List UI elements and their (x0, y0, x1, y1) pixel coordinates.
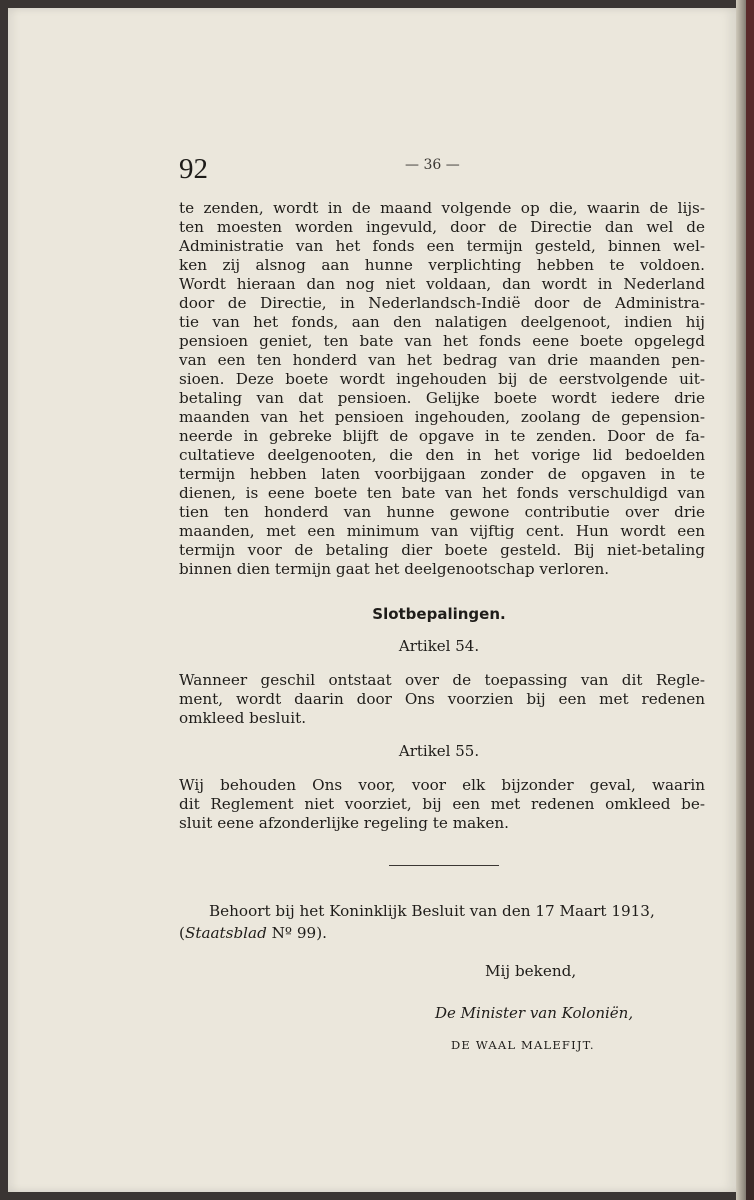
decree-line: Behoort bij het Koninklijk Besluit van den 17 Maart 1913, (209, 902, 655, 920)
text-line: Administratie van het fonds een termijn gesteld, binnen wel- (179, 237, 705, 255)
text-line: van een ten honderd van het bedrag van drie maanden pen- (179, 351, 705, 369)
decree-reference (179, 900, 705, 944)
page-header (173, 153, 705, 193)
text-line: dienen, is eene boete ten bate van het fonds verschuldigd van (179, 484, 705, 502)
main-paragraph (179, 199, 705, 579)
text-line: termijn hebben laten voorbijgaan zonder de opgaven in te (179, 465, 705, 483)
text-line: Wij behouden Ons voor, voor elk bijzonder geval, waarin (179, 776, 705, 794)
paren-open: ( (179, 924, 185, 942)
folio-number: — 36 — (405, 157, 460, 173)
text-line: sluit eene afzonderlijke regeling te maken. (179, 814, 509, 832)
text-line: tie van het fonds, aan den nalatigen deelgenoot, indien hij (179, 313, 705, 331)
article-paragraph (179, 671, 705, 728)
article-paragraph (179, 776, 705, 833)
page-number: 92 (179, 153, 208, 185)
text-line: maanden, met een minimum van vijftig cent. Hun wordt een (179, 522, 705, 540)
staatsblad-label: Staatsblad (184, 924, 267, 942)
text-line: ken zij alsnog aan hunne verplichting hebben te voldoen. (179, 256, 705, 274)
text-line: omkleed besluit. (179, 709, 307, 727)
text-line: te zenden, wordt in de maand volgende op die, waarin de lijs- (179, 199, 705, 217)
text-line: tien ten honderd van hunne gewone contributie over drie (179, 503, 705, 521)
text-line: door de Directie, in Nederlandsch-Indië door de Administra- (179, 294, 705, 312)
text-line: termijn voor de betaling dier boete gesteld. Bij niet-betaling (179, 541, 705, 559)
article-heading: Artikel 54. (398, 637, 480, 655)
text-line: Wordt hieraan dan nog niet voldaan, dan wordt in Nederland (179, 275, 705, 293)
text-line: pensioen geniet, ten bate van het fonds eene boete opgelegd (179, 332, 705, 350)
text-line: betaling van dat pensioen. Gelijke boete wordt iedere drie (179, 389, 705, 407)
minister-title: De Minister van Koloniën, (435, 1004, 634, 1022)
binding-edge (746, 0, 754, 1200)
text-line: cultatieve deelgenooten, die den in het vorige lid bedoelden (179, 446, 705, 464)
text-line: dit Reglement niet voorziet, bij een met redenen omkleed be- (179, 795, 705, 813)
signer-name: DE WAAL MALEFIJT. (451, 1038, 595, 1052)
staatsblad-number: Nº 99). (266, 924, 327, 942)
text-line: maanden van het pensioen ingehouden, zoolang de gepension- (179, 408, 705, 426)
text-line: ment, wordt daarin door Ons voorzien bij een met redenen (179, 690, 705, 708)
book-page (8, 8, 736, 1192)
section-title: Slotbepalingen. (372, 605, 506, 623)
text-line: binnen dien termijn gaat het deelgenootschap verloren. (179, 560, 610, 578)
text-line: sioen. Deze boete wordt ingehouden bij de eerstvolgende uit- (179, 370, 705, 388)
page-content (173, 153, 705, 1052)
divider-rule (389, 865, 499, 866)
text-line: Wanneer geschil ontstaat over de toepassing van dit Regle- (179, 671, 705, 689)
decree-line (179, 922, 705, 944)
mij-bekend: Mij bekend, (485, 962, 577, 980)
text-line: ten moesten worden ingevuld, door de Directie dan wel de (179, 218, 705, 236)
article-heading: Artikel 55. (398, 742, 480, 760)
text-line: neerde in gebreke blijft de opgave in te zenden. Door de fa- (179, 427, 705, 445)
